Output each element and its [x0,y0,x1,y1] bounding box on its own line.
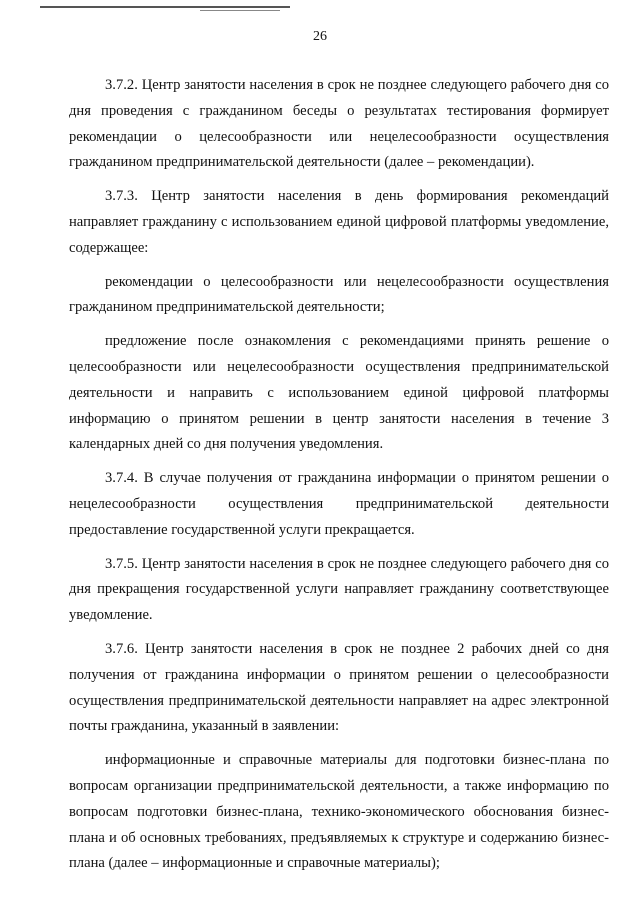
scan-artifact-line [40,6,290,8]
scan-artifact-line [200,10,280,11]
paragraph-recommendations-item: рекомендации о целесообразности или нецелесообразности осуществления гражданином предпринимательской деятельности; [69,273,609,316]
paragraph-proposal-item: предложение после ознакомления с рекомендациями принять решение о целесообразности или нецелесообразности осуществления предпринимательской деятельности и направить с использованием единой цифровой платформы информацию о принятом решении в центр занятости населения в течение 3 календарных дней со дня получения уведомления. [69,333,609,453]
paragraph-3-7-5: 3.7.5. Центр занятости населения в срок не позднее следующего рабочего дня со дня прекращения государственной услуги направляет гражданину соответствующее уведомление. [69,555,609,624]
page-number: 26 [313,29,327,44]
paragraph-3-7-4: 3.7.4. В случае получения от гражданина информации о принятом решении о нецелесообразности осуществления предпринимательской деятельности предоставление государственной услуги прекращается. [69,470,609,538]
document-body [69,73,609,877]
paragraph-3-7-2: 3.7.2. Центр занятости населения в срок не позднее следующего рабочего дня со дня проведения с гражданином беседы о результатах тестирования формирует рекомендации о целесообразности или нецелесообразности осуществления гражданином предпринимательской деятельности (далее – рекомендации). [69,77,609,171]
paragraph-info-materials-item: информационные и справочные материалы для подготовки бизнес-плана по вопросам организации предпринимательской деятельности, а также информацию по вопросам подготовки бизнес-плана, технико-экономического обоснования бизнес-плана и об основных требованиях, предъявляемых к структуре и содержанию бизнес-плана (далее – информационные и справочные материалы); [69,752,609,872]
paragraph-3-7-3: 3.7.3. Центр занятости населения в день формирования рекомендаций направляет гражданину с использованием единой цифровой платформы уведомление, содержащее: [69,188,609,256]
paragraph-3-7-6: 3.7.6. Центр занятости населения в срок не позднее 2 рабочих дней со дня получения от гражданина информации о принятом решении о целесообразности осуществления предпринимательской деятельности направляет на адрес электронной почты гражданина, указанный в заявлении: [69,640,609,735]
